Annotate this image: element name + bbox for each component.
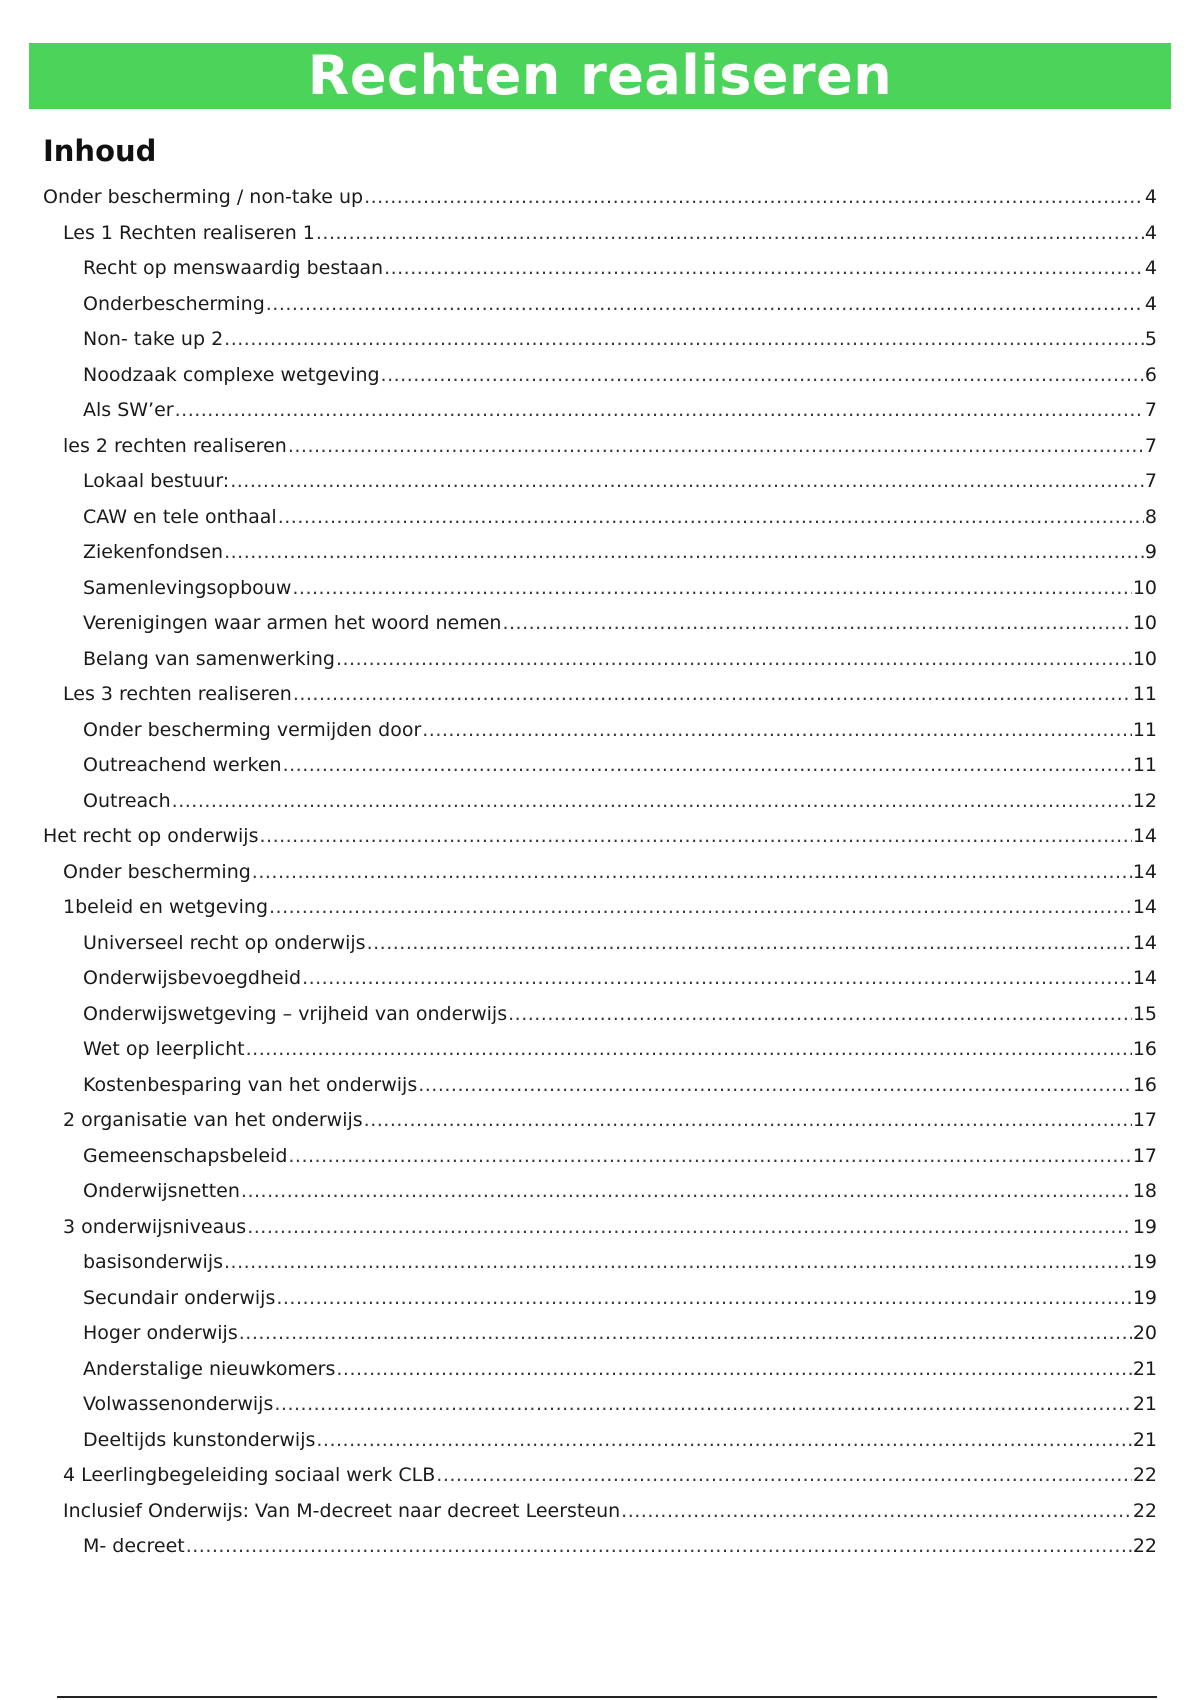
dot-leader [302, 961, 1132, 997]
toc-entry-title: Onder bescherming / non-take up [43, 186, 364, 208]
toc-entry-title: Onderwijsnetten [83, 1180, 240, 1202]
dot-leader [186, 1529, 1132, 1565]
toc-entry-title: Secundair onderwijs [83, 1286, 276, 1309]
dot-leader [293, 677, 1132, 713]
toc-entry[interactable] [43, 1245, 1157, 1281]
dot-leader [364, 1103, 1132, 1139]
toc-entry-page-number: 8 [1144, 505, 1157, 528]
toc-entry-page-number: 7 [1144, 434, 1157, 457]
dot-leader [246, 1032, 1132, 1068]
toc-entry-page-number: 22 [1132, 1499, 1157, 1522]
toc-entry-title: Anderstalige nieuwkomers [83, 1357, 336, 1380]
toc-entry-title: Deeltijds kunstonderwijs [83, 1428, 316, 1451]
toc-entry-title: Wet op leerplicht [83, 1038, 245, 1060]
dot-leader [278, 500, 1144, 536]
toc-entry[interactable] [43, 535, 1157, 571]
toc-entry-page-number: 10 [1132, 647, 1157, 670]
toc-entry[interactable] [43, 571, 1157, 607]
toc-entry-title: Les 3 rechten realiseren [63, 683, 292, 705]
toc-entry[interactable] [43, 855, 1157, 891]
toc-entry-title: Hoger onderwijs [83, 1322, 238, 1344]
toc-entry-page-number: 14 [1132, 825, 1157, 847]
toc-entry[interactable] [43, 784, 1157, 820]
toc-entry[interactable] [43, 287, 1157, 323]
toc-entry-title: Universeel recht op onderwijs [83, 931, 366, 954]
title-banner [29, 43, 1171, 109]
toc-entry-page-number: 15 [1132, 1002, 1157, 1025]
toc-entry[interactable] [43, 1174, 1157, 1210]
toc-entry-page-number: 21 [1132, 1393, 1157, 1415]
dot-leader [172, 784, 1132, 820]
toc-entry[interactable] [43, 1352, 1157, 1388]
toc-entry[interactable] [43, 1139, 1157, 1175]
toc-entry-title: Noodzaak complexe wetgeving [83, 363, 380, 386]
toc-entry-page-number: 7 [1144, 470, 1157, 492]
toc-entry-page-number: 5 [1144, 328, 1157, 350]
dot-leader [422, 713, 1132, 749]
footer-divider [57, 1696, 1157, 1698]
toc-entry[interactable] [43, 322, 1157, 358]
toc-entry-page-number: 4 [1144, 292, 1157, 315]
dot-leader [316, 216, 1144, 252]
dot-leader [364, 180, 1144, 216]
toc-entry-page-number: 4 [1144, 257, 1157, 279]
dot-leader [247, 1210, 1132, 1246]
toc-entry-page-number: 19 [1132, 1215, 1157, 1238]
dot-leader [621, 1494, 1132, 1530]
toc-entry[interactable] [43, 464, 1157, 500]
toc-entry[interactable] [43, 393, 1157, 429]
toc-entry-title: Inclusief Onderwijs: Van M-decreet naar decreet Leersteun [63, 1499, 621, 1522]
toc-entry[interactable] [43, 429, 1157, 465]
dot-leader [288, 429, 1144, 465]
dot-leader [418, 1068, 1132, 1104]
toc-entry-title: Verenigingen waar armen het woord nemen [83, 612, 502, 634]
toc-entry-title: Onder bescherming vermijden door [83, 718, 422, 741]
toc-entry[interactable] [43, 642, 1157, 678]
toc-entry-page-number: 11 [1132, 754, 1157, 776]
dot-leader [274, 1387, 1131, 1423]
toc-entry[interactable] [43, 500, 1157, 536]
toc-entry-page-number: 11 [1132, 683, 1157, 705]
toc-entry-title: basisonderwijs [83, 1251, 224, 1273]
dot-leader [288, 1139, 1131, 1175]
toc-entry[interactable] [43, 1210, 1157, 1246]
toc-entry[interactable] [43, 713, 1157, 749]
toc-entry[interactable] [43, 961, 1157, 997]
toc-entry-title: Belang van samenwerking [83, 647, 335, 670]
toc-entry-title: Gemeenschapsbeleid [83, 1144, 288, 1167]
toc-entry-page-number: 14 [1132, 967, 1157, 989]
dot-leader [384, 251, 1144, 287]
toc-entry-title: Ziekenfondsen [83, 541, 224, 563]
toc-entry-title: 4 Leerlingbegeleiding sociaal werk CLB [63, 1464, 436, 1486]
toc-entry[interactable] [43, 180, 1157, 216]
toc-entry-title: Het recht op onderwijs [43, 825, 259, 847]
toc-entry[interactable] [43, 1316, 1157, 1352]
dot-leader [283, 748, 1132, 784]
toc-entry-page-number: 4 [1144, 221, 1157, 244]
toc-entry-page-number: 9 [1144, 541, 1157, 563]
toc-entry-title: Kostenbesparing van het onderwijs [83, 1073, 418, 1096]
dot-leader [241, 1174, 1132, 1210]
toc-entry-title: Recht op menswaardig bestaan [83, 257, 384, 279]
toc-entry-title: Als SW’er [83, 399, 174, 421]
toc-entry-page-number: 14 [1132, 931, 1157, 954]
toc-entry-page-number: 21 [1132, 1357, 1157, 1380]
toc-entry-title: Lokaal bestuur: [83, 470, 230, 492]
toc-entry-title: 3 onderwijsniveaus [63, 1215, 247, 1238]
toc-entry[interactable] [43, 890, 1157, 926]
toc-entry-page-number: 7 [1144, 399, 1157, 421]
dot-leader [508, 997, 1132, 1033]
dot-leader [336, 1352, 1131, 1388]
dot-leader [252, 855, 1132, 891]
toc-entry-page-number: 10 [1132, 576, 1157, 599]
dot-leader [381, 358, 1144, 394]
toc-entry-page-number: 19 [1132, 1286, 1157, 1309]
toc-entry[interactable] [43, 1032, 1157, 1068]
toc-entry-page-number: 17 [1132, 1109, 1157, 1131]
toc-entry-title: CAW en tele onthaal [83, 505, 277, 528]
toc-entry[interactable] [43, 1387, 1157, 1423]
toc-entry[interactable] [43, 677, 1157, 713]
toc-entry-page-number: 14 [1132, 860, 1157, 883]
toc-entry-title: Onder bescherming [63, 860, 251, 883]
dot-leader [266, 287, 1144, 323]
toc-entry-page-number: 4 [1144, 186, 1157, 208]
toc-entry[interactable] [43, 358, 1157, 394]
dot-leader [224, 322, 1144, 358]
toc-entry[interactable] [43, 1529, 1157, 1565]
toc-entry-title: Samenlevingsopbouw [83, 576, 292, 599]
toc-entry-page-number: 16 [1132, 1073, 1157, 1096]
toc-entry-page-number: 6 [1144, 363, 1157, 386]
toc-entry[interactable] [43, 1068, 1157, 1104]
toc-entry[interactable] [43, 216, 1157, 252]
toc-entry[interactable] [43, 1103, 1157, 1139]
toc-entry-page-number: 18 [1132, 1180, 1157, 1202]
toc-entry-title: les 2 rechten realiseren [63, 434, 287, 457]
toc-entry-title: Onderbescherming [83, 292, 265, 315]
toc-entry-page-number: 16 [1132, 1038, 1157, 1060]
dot-leader [224, 1245, 1132, 1281]
toc-entry[interactable] [43, 1494, 1157, 1530]
toc-entry-page-number: 19 [1132, 1251, 1157, 1273]
dot-leader [502, 606, 1131, 642]
dot-leader [259, 819, 1131, 855]
dot-leader [224, 535, 1144, 571]
toc-entry-title: Les 1 Rechten realiseren 1 [63, 221, 315, 244]
toc-entry-title: M- decreet [83, 1535, 185, 1557]
toc-entry-title: Outreachend werken [83, 754, 282, 776]
toc-entry-title: Outreach [83, 789, 171, 812]
toc-entry-page-number: 21 [1132, 1428, 1157, 1451]
dot-leader [276, 1281, 1131, 1317]
toc-entry-page-number: 10 [1132, 612, 1157, 634]
toc-entry[interactable] [43, 1423, 1157, 1459]
toc-entry-title: Non- take up 2 [83, 328, 224, 350]
toc-entry[interactable] [43, 748, 1157, 784]
toc-entry[interactable] [43, 926, 1157, 962]
toc-entry[interactable] [43, 819, 1157, 855]
dot-leader [292, 571, 1131, 607]
dot-leader [175, 393, 1144, 429]
toc-entry-title: Onderwijswetgeving – vrijheid van onderwijs [83, 1002, 508, 1025]
toc-entry-title: Volwassenonderwijs [83, 1393, 274, 1415]
toc-entry-page-number: 20 [1132, 1322, 1157, 1344]
toc-entry-page-number: 11 [1132, 718, 1157, 741]
dot-leader [230, 464, 1144, 500]
toc-entry-title: Onderwijsbevoegdheid [83, 967, 302, 989]
toc-entry-title: 1beleid en wetgeving [63, 896, 269, 918]
dot-leader [269, 890, 1132, 926]
dot-leader [436, 1458, 1132, 1494]
toc-entry[interactable] [43, 1458, 1157, 1494]
document-title: Rechten realiseren [307, 44, 893, 107]
toc-entry-page-number: 22 [1132, 1535, 1157, 1557]
toc-entry-title: 2 organisatie van het onderwijs [63, 1109, 363, 1131]
toc-entry[interactable] [43, 1281, 1157, 1317]
toc-entry-page-number: 12 [1132, 789, 1157, 812]
dot-leader [316, 1423, 1131, 1459]
toc-entry-page-number: 17 [1132, 1144, 1157, 1167]
dot-leader [367, 926, 1132, 962]
dot-leader [336, 642, 1132, 678]
toc-entry-page-number: 14 [1132, 896, 1157, 918]
toc-entry-page-number: 22 [1132, 1464, 1157, 1486]
toc-entry[interactable] [43, 606, 1157, 642]
toc-heading: Inhoud [43, 134, 157, 168]
dot-leader [239, 1316, 1132, 1352]
table-of-contents [43, 180, 1157, 1565]
toc-entry[interactable] [43, 997, 1157, 1033]
toc-entry[interactable] [43, 251, 1157, 287]
